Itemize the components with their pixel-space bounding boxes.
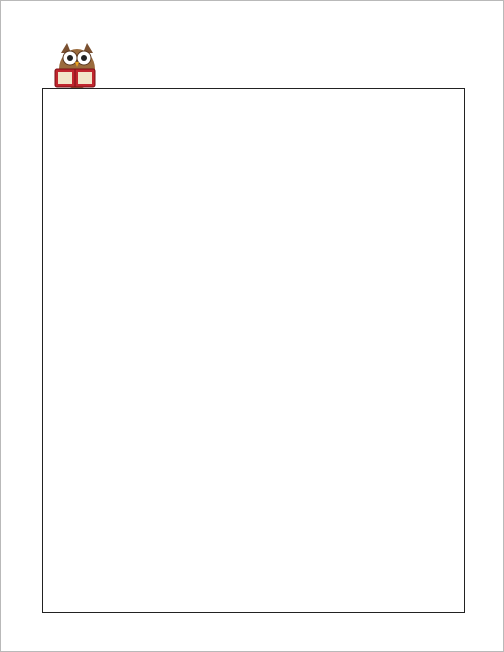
star-border-bottom (1, 613, 504, 633)
book-challenge-grid (42, 88, 465, 613)
star-border-left (23, 25, 43, 629)
star-border-right (471, 25, 491, 629)
sheet-header (45, 37, 465, 89)
owl-reading-icon (51, 39, 105, 91)
star-border-top (1, 5, 504, 25)
